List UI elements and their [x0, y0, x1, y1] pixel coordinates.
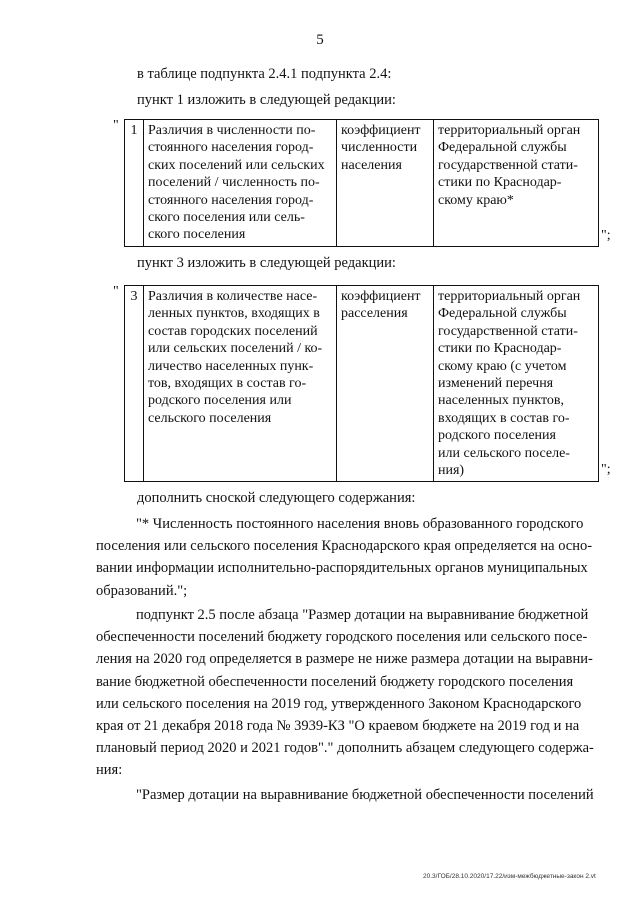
table2-cell-number: 3 — [125, 286, 144, 482]
table2-cell-coefficient: коэффициент расселения — [337, 286, 434, 482]
item-3-heading: пункт 3 изложить в следующей редакции: — [137, 255, 396, 271]
table-row — [125, 286, 599, 482]
table1-close-quote: "; — [601, 228, 611, 243]
intro-line-1: в таблице подпункта 2.4.1 подпункта 2.4: — [137, 66, 392, 82]
subclause-2-5-paragraph: подпункт 2.5 после абзаца "Размер дотации на выравнивание бюджетной обеспеченности поселений бюджету городского поселения или сельского посе- ления на 2020 год определяется в размере не ниже размера дотации на выравни- вание бюджетной обеспеченности поселений бюджету городского поселения или сельского поселения на 2019 год, утвержденного Законом Краснодарского края от 21 декабря 2018 года № 3939-КЗ "О краевом бюджете на 2019 год и на плановый период 2020 и 2021 годов"." дополнить абзацем следующего содержа- ния: — [96, 607, 594, 779]
page-number: 5 — [316, 32, 324, 48]
next-paragraph: "Размер дотации на выравнивание бюджетной обеспеченности поселений — [136, 787, 594, 803]
table1-cell-indicator: Различия в численности по- стоянного населения город- ских поселений или сельских поселений / численность по- стоянного населения город- ского поселения или сель- ского поселения — [144, 120, 337, 247]
table-1 — [124, 119, 599, 247]
file-footer: 20.3/ГОБ/28.10.2020/17.22/изм-межбюджетные-закон 2.vt — [423, 873, 596, 880]
table2-cell-indicator: Различия в количестве насе- ленных пунктов, входящих в состав городских поселений или сельских поселений / ко- личество населенных пунк- тов, входящих в состав го- родского поселения или сельского поселения — [144, 286, 337, 482]
table-row — [125, 120, 599, 247]
after-table-line: дополнить сноской следующего содержания: — [137, 490, 416, 506]
table-2 — [124, 285, 599, 482]
table1-open-quote: " — [113, 118, 119, 133]
table2-close-quote: "; — [601, 462, 611, 477]
table1-cell-number: 1 — [125, 120, 144, 247]
intro-line-2: пункт 1 изложить в следующей редакции: — [137, 92, 396, 108]
table2-cell-source: территориальный орган Федеральной службы государственной стати- стики по Краснодар- скому краю (с учетом изменений перечня населенных пунктов, входящих в состав го- родского поселения или сельского поселе- ния) — [434, 286, 599, 482]
table1-cell-source: территориальный орган Федеральной службы государственной стати- стики по Краснодар- скому краю* — [434, 120, 599, 247]
table1-cell-coefficient: коэффициент численности населения — [337, 120, 434, 247]
table2-open-quote: " — [113, 284, 119, 299]
footnote-paragraph: "* Численность постоянного населения вновь образованного городского поселения или сельского поселения Краснодарского края определяется на осно- вании информации исполнительно-распорядительных органов муниципальных образований."; — [96, 516, 593, 599]
